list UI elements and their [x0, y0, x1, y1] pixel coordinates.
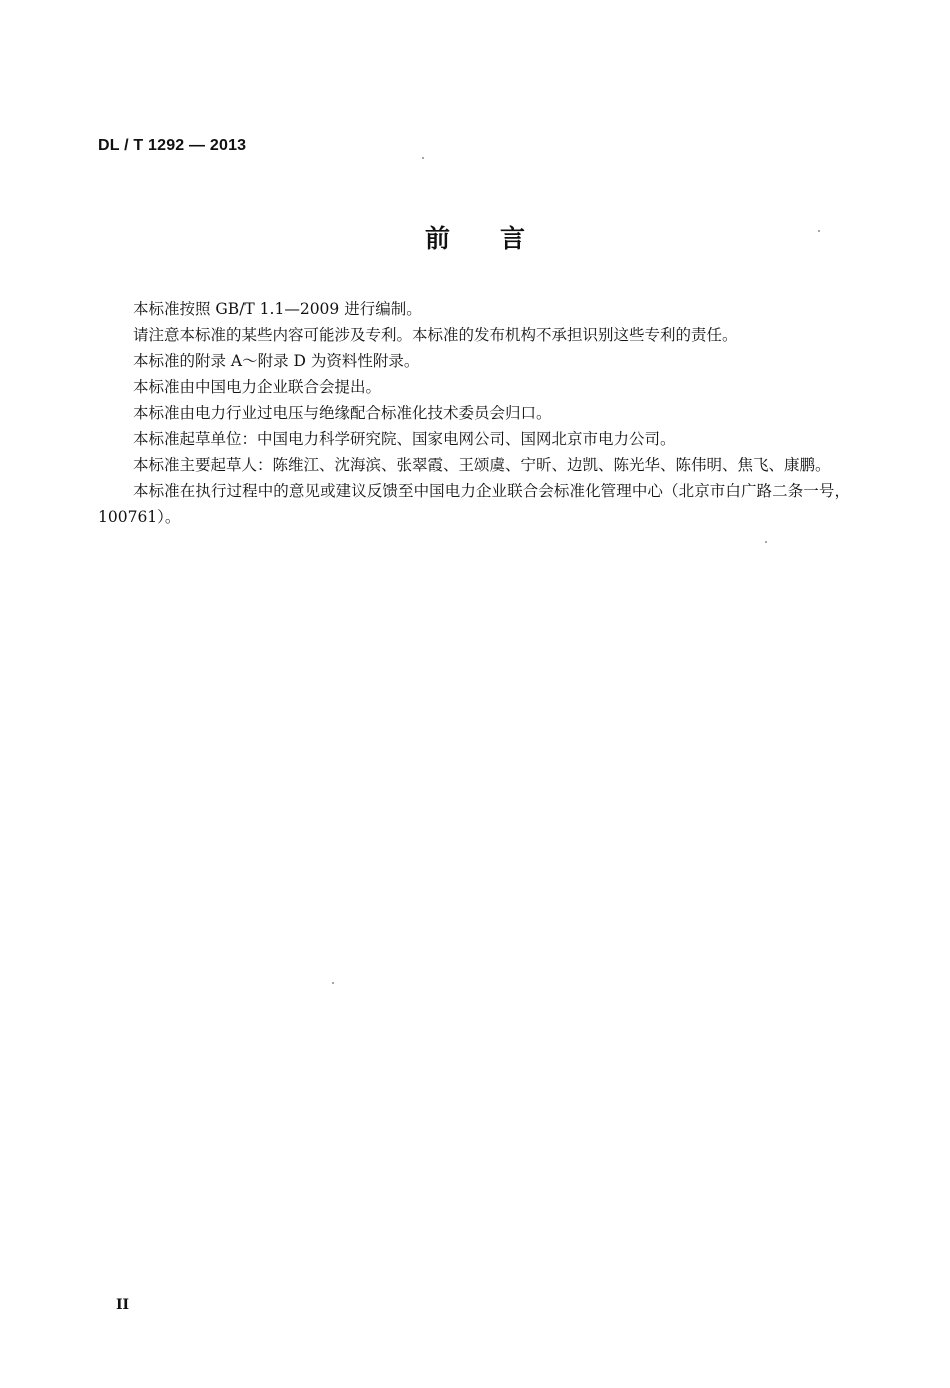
paragraph-annexes: 本标准的附录 A～附录 D 为资料性附录。 [133, 352, 420, 370]
paragraph-proposed-by: 本标准由中国电力企业联合会提出。 [133, 378, 382, 396]
scan-speck [818, 230, 820, 232]
foreword-body [98, 296, 850, 530]
scan-speck [422, 157, 424, 159]
section-title: 前言 [424, 224, 575, 253]
scan-speck [332, 982, 334, 984]
paragraph-patent-notice: 请注意本标准的某些内容可能涉及专利。本标准的发布机构不承担识别这些专利的责任。 [133, 326, 738, 344]
paragraph-drafting-rules: 本标准按照 GB/T 1.1—2009 进行编制。 [133, 300, 422, 318]
paragraph-feedback-contact: 本标准在执行过程中的意见或建议反馈至中国电力企业联合会标准化管理中心（北京市白广路二条一号，100761）。 [98, 482, 850, 526]
paragraph-drafting-organizations: 本标准起草单位：中国电力科学研究院、国家电网公司、国网北京市电力公司。 [133, 430, 676, 448]
paragraph-principal-drafters: 本标准主要起草人：陈维江、沈海滨、张翠霞、王颂虞、宁昕、边凯、陈光华、陈伟明、焦飞、康鹏。 [133, 456, 831, 474]
page-number: II [116, 1297, 130, 1313]
paragraph-under-jurisdiction: 本标准由电力行业过电压与绝缘配合标准化技术委员会归口。 [133, 404, 552, 422]
scan-speck [765, 541, 767, 543]
standard-code-header: DL / T 1292 — 2013 [98, 137, 247, 154]
